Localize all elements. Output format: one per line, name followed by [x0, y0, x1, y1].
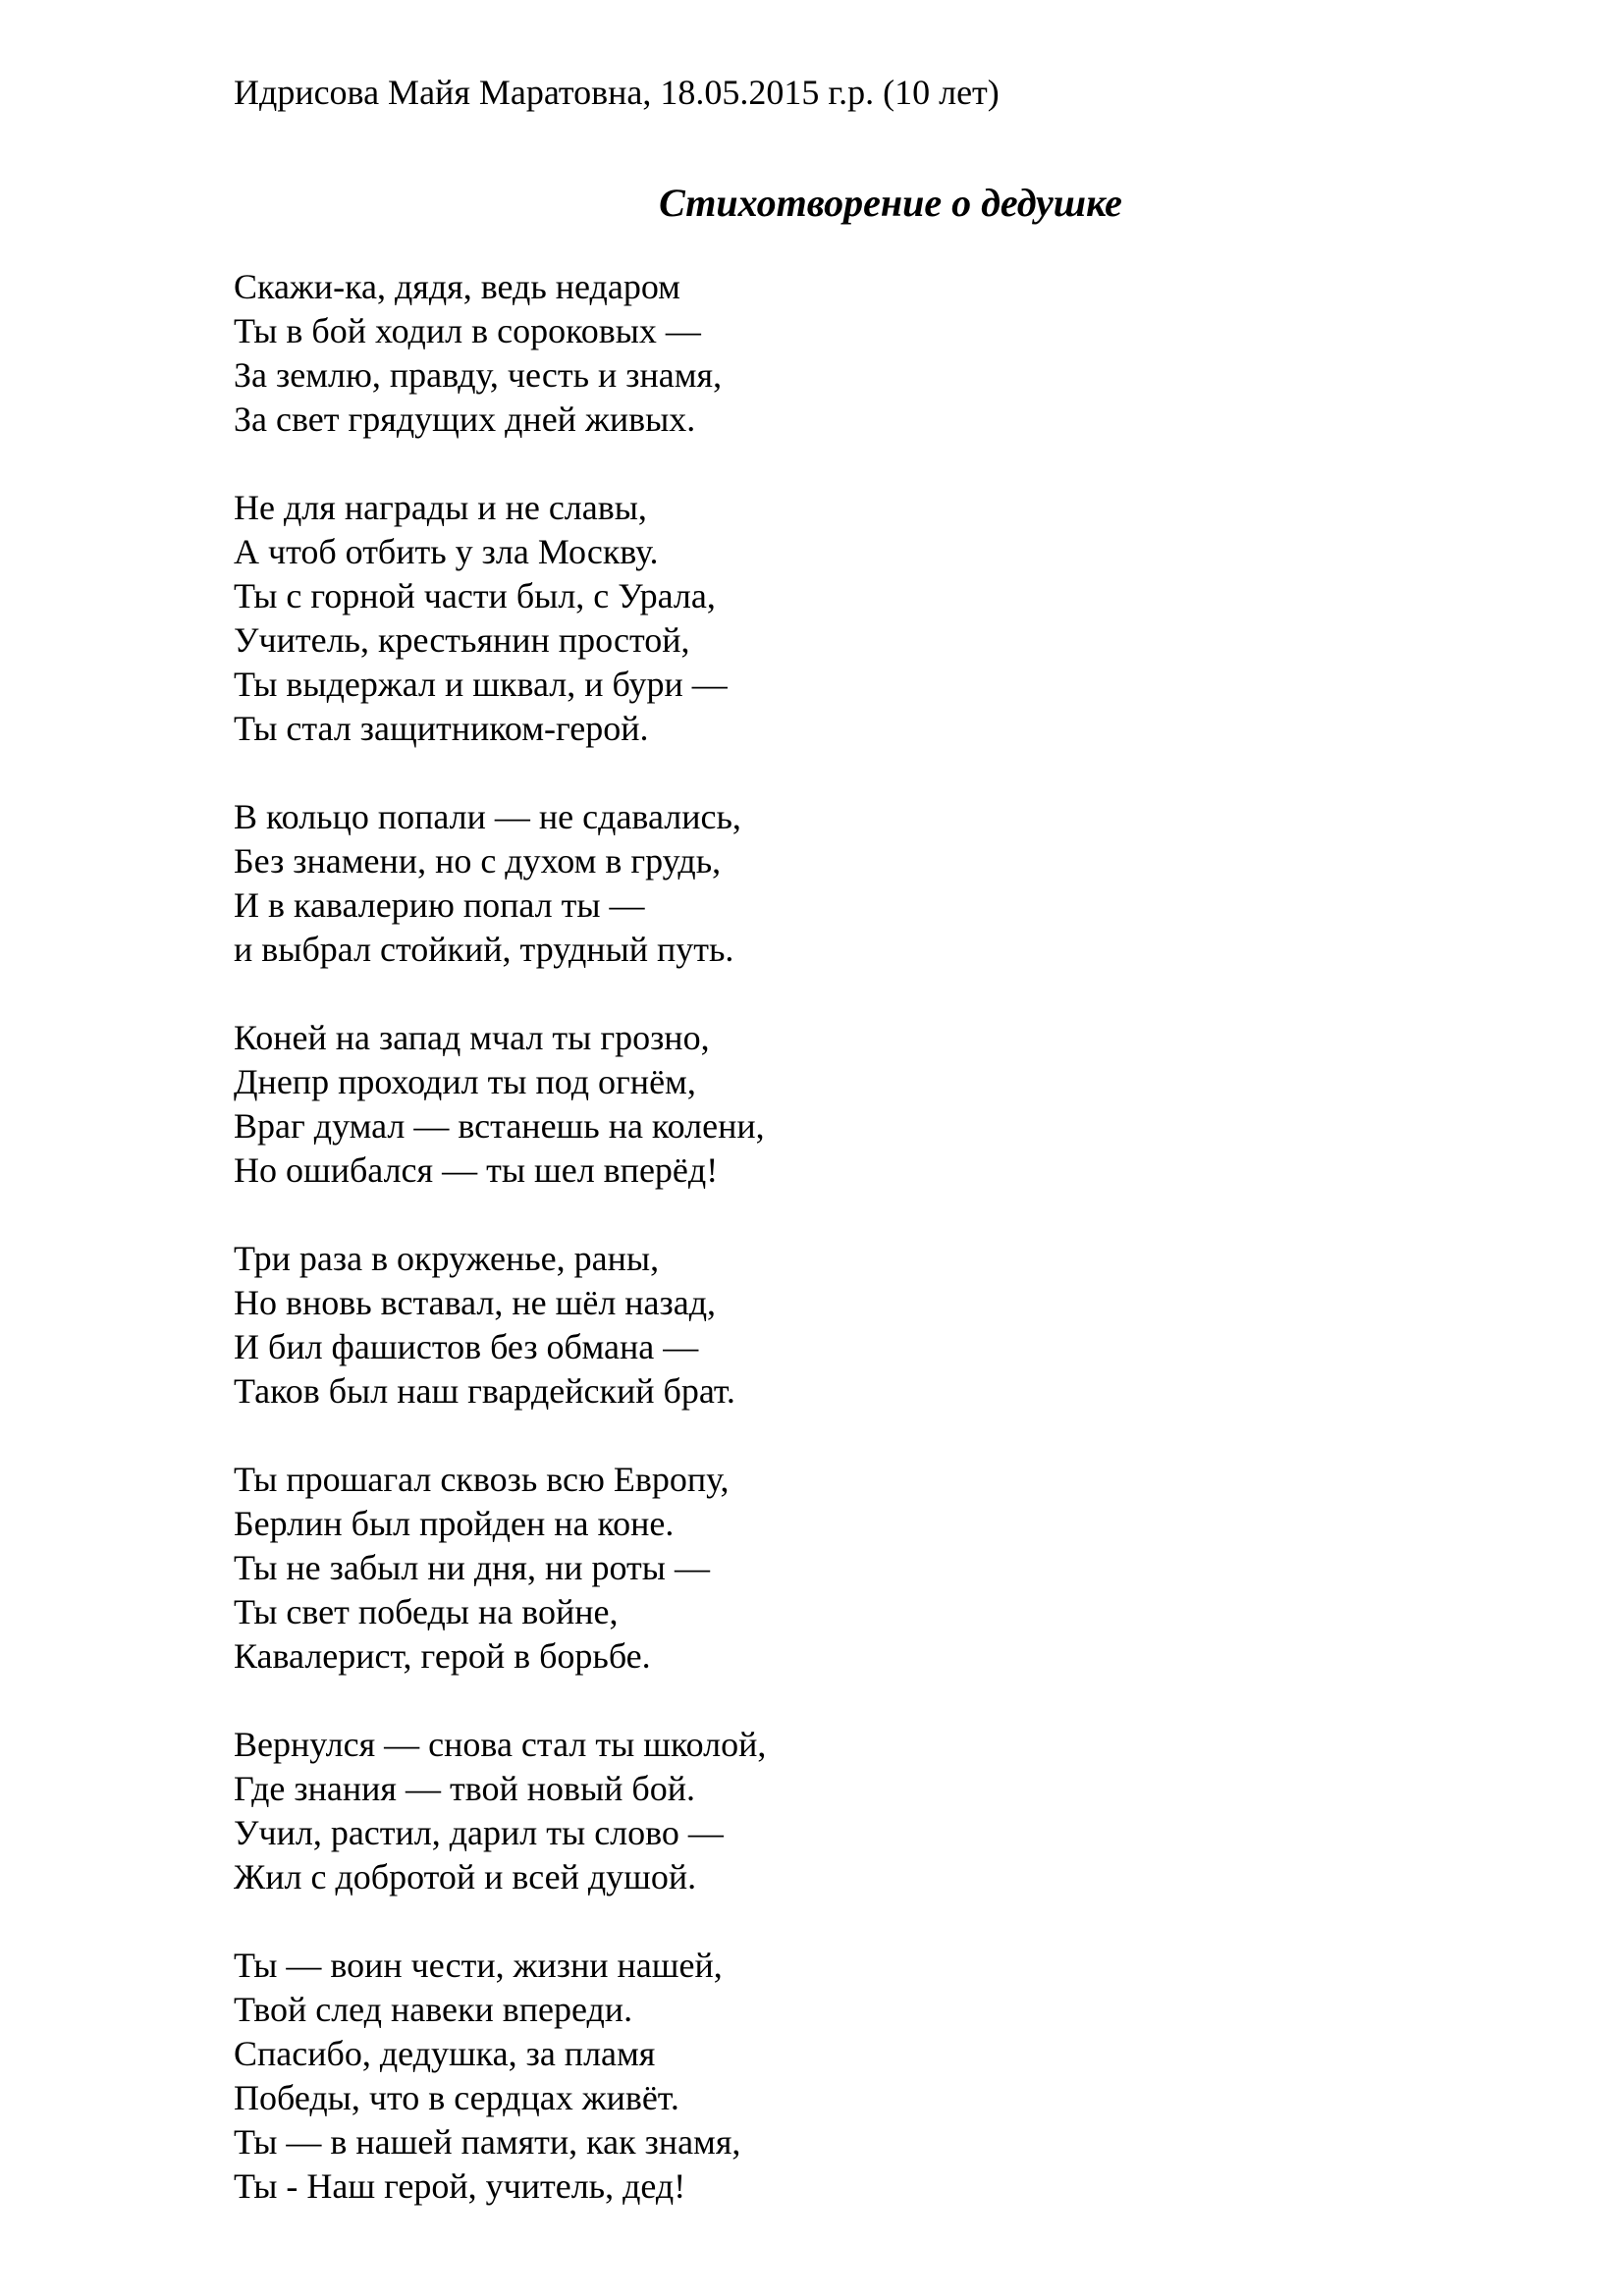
poem-line: Коней на запад мчал ты грозно,	[234, 1018, 710, 1057]
poem-line: Берлин был пройден на коне.	[234, 1504, 675, 1543]
poem-line: Кавалерист, герой в борьбе.	[234, 1636, 651, 1676]
poem-line: А чтоб отбить у зла Москву.	[234, 532, 659, 571]
poem-line: В кольцо попали — не сдавались,	[234, 797, 741, 836]
poem-line: Учил, растил, дарил ты слово —	[234, 1813, 724, 1852]
poem-line: Три раза в окруженье, раны,	[234, 1239, 660, 1278]
poem-line: и выбрал стойкий, трудный путь.	[234, 930, 734, 969]
poem-line: Жил с добротой и всей душой.	[234, 1857, 697, 1896]
poem-line: Спасибо, дедушка, за пламя	[234, 2034, 656, 2073]
poem-line: Таков был наш гвардейский брат.	[234, 1371, 735, 1411]
stanza-2	[234, 486, 1412, 751]
poem-title: Стихотворение о дедушке	[659, 181, 1122, 225]
poem-line: Ты с горной части был, с Урала,	[234, 576, 716, 615]
stanza-3	[234, 795, 1412, 972]
poem-line: Ты - Наш герой, учитель, дед!	[234, 2166, 686, 2206]
poem-line: За землю, правду, честь и знамя,	[234, 355, 723, 395]
poem-line: Где знания — твой новый бой.	[234, 1769, 696, 1808]
stanza-4	[234, 1016, 1412, 1193]
poem-line: Ты свет победы на войне,	[234, 1592, 619, 1631]
stanza-7	[234, 1723, 1412, 1899]
poem-line: Учитель, крестьянин простой,	[234, 620, 690, 660]
poem-line: Ты стал защитником-герой.	[234, 709, 649, 748]
stanza-8	[234, 1944, 1412, 2209]
poem-line: И бил фашистов без обмана —	[234, 1327, 699, 1366]
stanza-5	[234, 1237, 1412, 1414]
poem-line: Враг думал — встанешь на колени,	[234, 1106, 765, 1146]
poem-line: Ты — в нашей памяти, как знамя,	[234, 2122, 741, 2162]
poem-line: Ты выдержал и шквал, и бури —	[234, 665, 728, 704]
poem-line: Ты не забыл ни дня, ни роты —	[234, 1548, 710, 1587]
poem-line: Скажи-ка, дядя, ведь недаром	[234, 267, 680, 306]
poem-line: Но вновь вставал, не шёл назад,	[234, 1283, 717, 1322]
poem-line: Вернулся — снова стал ты школой,	[234, 1725, 767, 1764]
poem-line: Ты прошагал сквозь всю Европу,	[234, 1460, 730, 1499]
poem-line: Но ошибался — ты шел вперёд!	[234, 1150, 719, 1190]
poem-line: Ты — воин чести, жизни нашей,	[234, 1946, 723, 1985]
poem-body	[234, 265, 1412, 2253]
poem-line: Без знамени, но с духом в грудь,	[234, 841, 722, 881]
poem-line: Днепр проходил ты под огнём,	[234, 1062, 696, 1101]
poem-line: Победы, что в сердцах живёт.	[234, 2078, 679, 2117]
poem-line: Твой след навеки впереди.	[234, 1990, 633, 2029]
poem-line: И в кавалерию попал ты —	[234, 885, 645, 925]
poem-line: Ты в бой ходил в сороковых —	[234, 311, 701, 350]
poem-line: За свет грядущих дней живых.	[234, 400, 696, 439]
author-line: Идрисова Майя Маратовна, 18.05.2015 г.р. (10 лет)	[234, 73, 1000, 112]
stanza-6	[234, 1458, 1412, 1679]
poem-line: Не для награды и не славы,	[234, 488, 647, 527]
stanza-1	[234, 265, 1412, 442]
